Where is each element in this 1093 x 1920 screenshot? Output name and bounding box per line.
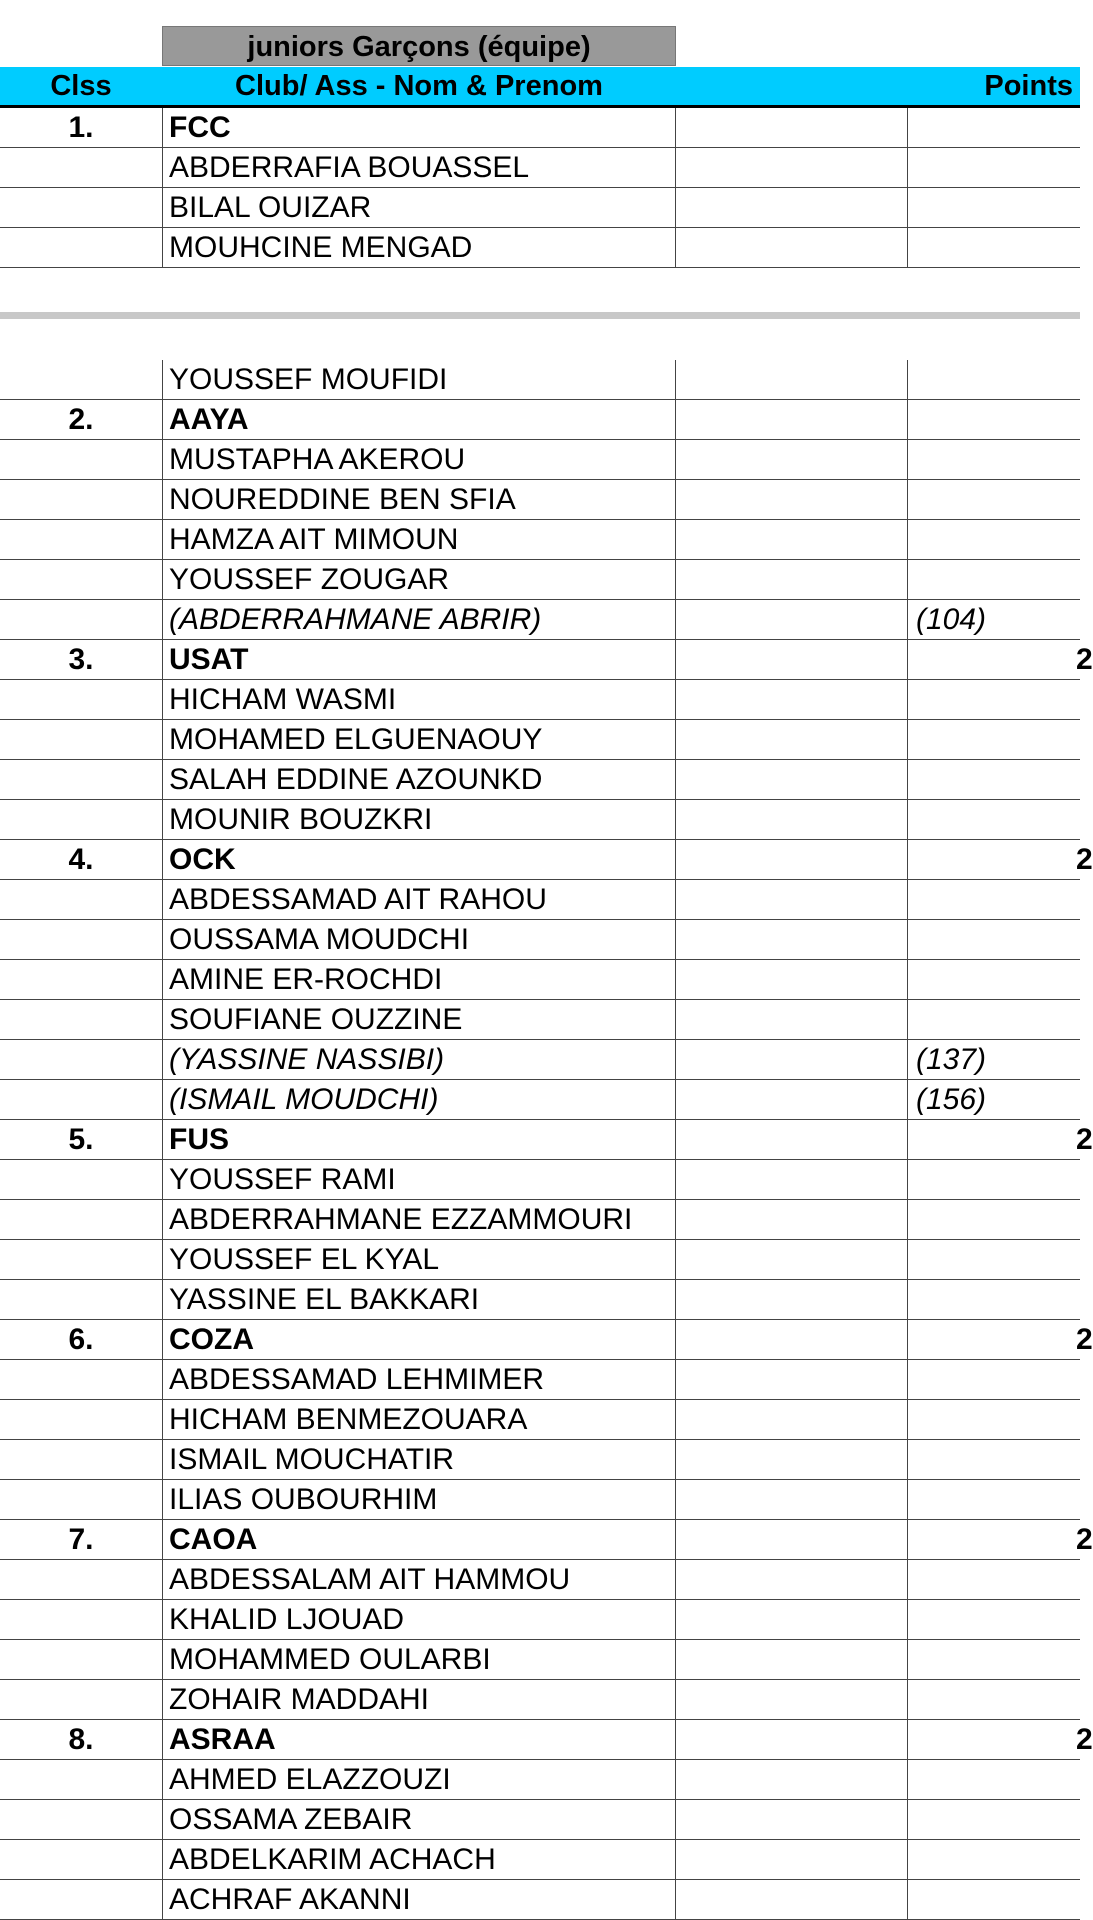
empty-cell	[676, 1320, 908, 1360]
sheet-title: juniors Garçons (équipe)	[162, 26, 676, 66]
rank-cell	[0, 1360, 162, 1400]
athlete-name-cell: YOUSSEF ZOUGAR	[162, 560, 676, 600]
athlete-name-cell: AMINE ER-ROCHDI	[162, 960, 676, 1000]
empty-cell	[676, 1720, 908, 1760]
table-row	[0, 1080, 1080, 1120]
empty-cell	[676, 1440, 908, 1480]
points-cell	[908, 520, 1080, 560]
points-cell	[908, 1280, 1080, 1320]
empty-cell	[676, 880, 908, 920]
header-rank: Clss	[50, 70, 112, 102]
clipped-edge-value: 2	[1076, 1523, 1093, 1556]
club-name-cell: ASRAA	[162, 1720, 676, 1760]
points-cell	[908, 1680, 1080, 1720]
athlete-name-cell: MOHAMED ELGUENAOUY	[162, 720, 676, 760]
points-cell	[908, 1760, 1080, 1800]
athlete-name-cell: HICHAM WASMI	[162, 680, 676, 720]
club-name-cell: FUS	[162, 1120, 676, 1160]
page-break-divider	[0, 312, 1080, 319]
table-row	[0, 1280, 1080, 1320]
table-row	[0, 520, 1080, 560]
table-row	[0, 360, 1080, 400]
empty-cell	[676, 800, 908, 840]
points-cell	[908, 1200, 1080, 1240]
rank-cell	[0, 1040, 162, 1080]
table-row	[0, 800, 1080, 840]
rank-cell: 1.	[68, 111, 94, 144]
athlete-name-cell: HAMZA AIT MIMOUN	[162, 520, 676, 560]
points-cell	[908, 1720, 1093, 1760]
rank-cell: 6.	[68, 1323, 94, 1356]
points-cell	[908, 188, 1080, 228]
rank-cell	[0, 1480, 162, 1520]
club-row	[0, 1720, 1093, 1760]
rank-cell	[0, 1880, 162, 1920]
athlete-name-cell: MOUHCINE MENGAD	[162, 228, 676, 268]
empty-cell	[676, 1840, 908, 1880]
empty-cell	[676, 148, 908, 188]
rank-cell	[0, 360, 162, 400]
athlete-name-cell: BILAL OUIZAR	[162, 188, 676, 228]
table-row	[0, 1600, 1080, 1640]
empty-cell	[676, 1280, 908, 1320]
table-row	[0, 1480, 1080, 1520]
clipped-edge-value: 2	[1076, 1123, 1093, 1156]
athlete-name-cell: ABDESSAMAD AIT RAHOU	[162, 880, 676, 920]
rank-cell: 2.	[68, 403, 94, 436]
rank-cell	[0, 188, 162, 228]
table-row	[0, 1200, 1080, 1240]
rank-cell	[0, 760, 162, 800]
rank-cell: 8.	[68, 1723, 94, 1756]
table-row	[0, 1680, 1080, 1720]
empty-cell	[676, 1600, 908, 1640]
points-cell: (137)	[916, 1043, 987, 1076]
athlete-name-cell: YOUSSEF EL KYAL	[162, 1240, 676, 1280]
table-row	[0, 1640, 1080, 1680]
rank-cell	[0, 1160, 162, 1200]
rank-cell	[0, 600, 162, 640]
points-cell: (156)	[916, 1083, 987, 1116]
rank-cell: 4.	[68, 843, 94, 876]
empty-cell	[676, 1240, 908, 1280]
rank-cell: 7.	[68, 1523, 94, 1556]
points-cell	[908, 1160, 1080, 1200]
table-row	[0, 1160, 1080, 1200]
rank-cell	[0, 1440, 162, 1480]
club-name-cell: AAYA	[162, 400, 676, 440]
points-cell	[908, 920, 1080, 960]
table-row	[0, 1400, 1080, 1440]
table-row	[0, 720, 1080, 760]
rank-cell	[0, 440, 162, 480]
club-name-cell: CAOA	[162, 1520, 676, 1560]
empty-cell	[676, 840, 908, 880]
empty-cell	[676, 1480, 908, 1520]
rank-cell	[0, 560, 162, 600]
rank-cell	[0, 1400, 162, 1440]
table-row	[0, 1840, 1080, 1880]
table-row	[0, 920, 1080, 960]
points-cell	[908, 840, 1093, 880]
rank-cell	[0, 228, 162, 268]
empty-cell	[676, 520, 908, 560]
points-cell	[908, 1520, 1093, 1560]
table-row	[0, 1360, 1080, 1400]
empty-cell	[676, 760, 908, 800]
table-row	[0, 960, 1080, 1000]
points-cell	[908, 1600, 1080, 1640]
points-cell	[908, 1560, 1080, 1600]
athlete-name-cell: YOUSSEF RAMI	[162, 1160, 676, 1200]
rank-cell	[0, 920, 162, 960]
points-cell	[908, 1480, 1080, 1520]
empty-cell	[676, 1080, 908, 1120]
points-cell	[908, 148, 1080, 188]
table-row	[0, 680, 1080, 720]
empty-cell	[676, 720, 908, 760]
table-row	[0, 1560, 1080, 1600]
rank-cell	[0, 1760, 162, 1800]
club-row	[0, 400, 1080, 440]
points-cell	[908, 108, 1080, 148]
points-cell	[908, 1320, 1093, 1360]
athlete-name-cell: (ABDERRAHMANE ABRIR)	[162, 600, 676, 640]
empty-cell	[676, 1520, 908, 1560]
table-row	[0, 188, 1080, 228]
rank-cell	[0, 1600, 162, 1640]
empty-cell	[676, 600, 908, 640]
table-row	[0, 560, 1080, 600]
athlete-name-cell: OUSSAMA MOUDCHI	[162, 920, 676, 960]
athlete-name-cell: (YASSINE NASSIBI)	[162, 1040, 676, 1080]
athlete-name-cell: ABDESSALAM AIT HAMMOU	[162, 1560, 676, 1600]
points-cell	[908, 1400, 1080, 1440]
table-row	[0, 228, 1080, 268]
points-cell	[908, 440, 1080, 480]
table-row	[0, 880, 1080, 920]
rank-cell	[0, 1560, 162, 1600]
empty-cell	[676, 1800, 908, 1840]
club-row	[0, 1120, 1093, 1160]
empty-cell	[676, 1680, 908, 1720]
athlete-name-cell: YASSINE EL BAKKARI	[162, 1280, 676, 1320]
empty-cell	[676, 480, 908, 520]
clipped-edge-value: 2	[1076, 643, 1093, 676]
rank-cell	[0, 1800, 162, 1840]
athlete-name-cell: ACHRAF AKANNI	[162, 1880, 676, 1920]
points-cell	[908, 400, 1080, 440]
table-row	[0, 440, 1080, 480]
athlete-name-cell: MOHAMMED OULARBI	[162, 1640, 676, 1680]
empty-cell	[676, 640, 908, 680]
empty-cell	[676, 1200, 908, 1240]
athlete-name-cell: AHMED ELAZZOUZI	[162, 1760, 676, 1800]
athlete-name-cell: OSSAMA ZEBAIR	[162, 1800, 676, 1840]
rank-cell	[0, 1680, 162, 1720]
rank-cell	[0, 1080, 162, 1120]
athlete-name-cell: (ISMAIL MOUDCHI)	[162, 1080, 676, 1120]
athlete-name-cell: SALAH EDDINE AZOUNKD	[162, 760, 676, 800]
table-row	[0, 148, 1080, 188]
athlete-name-cell: YOUSSEF MOUFIDI	[162, 360, 676, 400]
empty-cell	[676, 440, 908, 480]
points-cell	[908, 1120, 1093, 1160]
rank-cell: 3.	[68, 643, 94, 676]
points-cell	[908, 480, 1080, 520]
points-cell	[908, 228, 1080, 268]
points-cell	[908, 1640, 1080, 1680]
athlete-name-cell: ISMAIL MOUCHATIR	[162, 1440, 676, 1480]
empty-cell	[676, 1640, 908, 1680]
table-row	[0, 1760, 1080, 1800]
empty-cell	[676, 960, 908, 1000]
points-cell	[908, 1000, 1080, 1040]
club-row	[0, 840, 1093, 880]
rank-cell	[0, 720, 162, 760]
points-cell	[908, 760, 1080, 800]
rank-cell	[0, 800, 162, 840]
rank-cell	[0, 148, 162, 188]
athlete-name-cell: MOUNIR BOUZKRI	[162, 800, 676, 840]
points-cell	[908, 680, 1080, 720]
empty-cell	[676, 228, 908, 268]
empty-cell	[676, 680, 908, 720]
empty-cell	[676, 1560, 908, 1600]
rank-cell	[0, 1200, 162, 1240]
athlete-name-cell: ABDERRAFIA BOUASSEL	[162, 148, 676, 188]
rank-cell	[0, 1640, 162, 1680]
empty-cell	[676, 1400, 908, 1440]
empty-cell	[676, 400, 908, 440]
athlete-name-cell: ZOHAIR MADDAHI	[162, 1680, 676, 1720]
points-cell	[908, 880, 1080, 920]
empty-cell	[676, 1160, 908, 1200]
table-row	[0, 480, 1080, 520]
empty-cell	[676, 1880, 908, 1920]
athlete-name-cell: ABDELKARIM ACHACH	[162, 1840, 676, 1880]
rank-cell	[0, 880, 162, 920]
empty-cell	[676, 1000, 908, 1040]
points-cell	[908, 720, 1080, 760]
table-row	[0, 760, 1080, 800]
points-cell	[908, 960, 1080, 1000]
club-row	[0, 108, 1080, 148]
athlete-name-cell: KHALID LJOUAD	[162, 1600, 676, 1640]
column-header-row	[0, 67, 1080, 108]
table-row	[0, 1440, 1080, 1480]
rank-cell	[0, 1840, 162, 1880]
empty-cell	[676, 188, 908, 228]
empty-cell	[676, 1760, 908, 1800]
points-cell	[908, 560, 1080, 600]
points-cell	[908, 360, 1080, 400]
table-row	[0, 1880, 1080, 1920]
club-row	[0, 1520, 1093, 1560]
club-name-cell: COZA	[162, 1320, 676, 1360]
table-row	[0, 1240, 1080, 1280]
empty-cell	[676, 360, 908, 400]
athlete-name-cell: MUSTAPHA AKEROU	[162, 440, 676, 480]
table-row	[0, 1800, 1080, 1840]
table-row	[0, 1040, 1080, 1080]
rank-cell	[0, 1240, 162, 1280]
table-row	[0, 1000, 1080, 1040]
rank-cell	[0, 480, 162, 520]
athlete-name-cell: ILIAS OUBOURHIM	[162, 1480, 676, 1520]
rank-cell	[0, 1000, 162, 1040]
rank-cell	[0, 960, 162, 1000]
points-cell	[908, 1360, 1080, 1400]
empty-cell	[676, 108, 908, 148]
club-name-cell: OCK	[162, 840, 676, 880]
rank-cell: 5.	[68, 1123, 94, 1156]
athlete-name-cell: NOUREDDINE BEN SFIA	[162, 480, 676, 520]
empty-cell	[676, 1120, 908, 1160]
points-cell	[908, 1800, 1080, 1840]
points-cell	[908, 800, 1080, 840]
points-cell	[908, 1240, 1080, 1280]
empty-cell	[676, 560, 908, 600]
empty-cell	[676, 1360, 908, 1400]
rank-cell	[0, 1280, 162, 1320]
points-cell	[908, 1840, 1080, 1880]
athlete-name-cell: HICHAM BENMEZOUARA	[162, 1400, 676, 1440]
empty-cell	[676, 920, 908, 960]
header-points: Points	[984, 70, 1073, 102]
points-cell: (104)	[916, 603, 987, 636]
table-row	[0, 600, 1080, 640]
club-name-cell: FCC	[162, 108, 676, 148]
points-cell	[908, 1440, 1080, 1480]
empty-cell	[676, 1040, 908, 1080]
clipped-edge-value: 2	[1076, 843, 1093, 876]
rank-cell	[0, 520, 162, 560]
athlete-name-cell: ABDESSAMAD LEHMIMER	[162, 1360, 676, 1400]
clipped-edge-value: 2	[1076, 1323, 1093, 1356]
club-row	[0, 640, 1093, 680]
header-name: Club/ Ass - Nom & Prenom	[235, 70, 603, 102]
athlete-name-cell: ABDERRAHMANE EZZAMMOURI	[162, 1200, 676, 1240]
points-cell	[908, 1880, 1080, 1920]
club-row	[0, 1320, 1093, 1360]
rank-cell	[0, 680, 162, 720]
points-cell	[908, 640, 1093, 680]
athlete-name-cell: SOUFIANE OUZZINE	[162, 1000, 676, 1040]
club-name-cell: USAT	[162, 640, 676, 680]
clipped-edge-value: 2	[1076, 1723, 1093, 1756]
